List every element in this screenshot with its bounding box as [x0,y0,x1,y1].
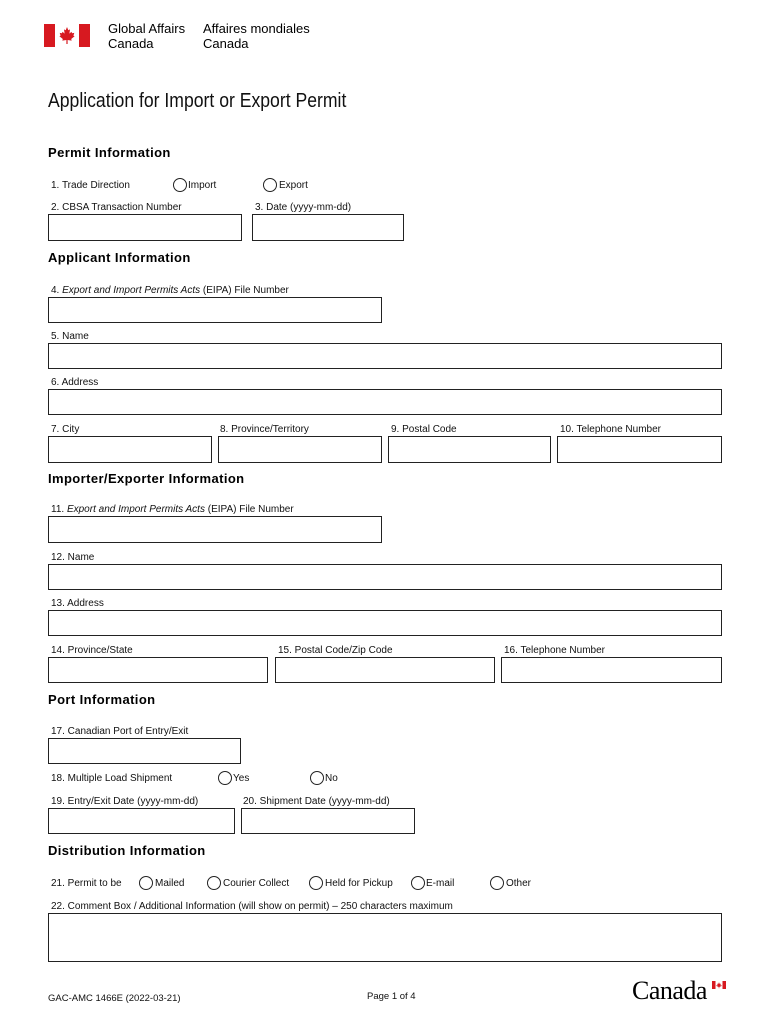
multiple-load-yes-label: Yes [233,773,250,784]
applicant-province-label: 8. Province/Territory [220,424,309,435]
date-field[interactable] [252,214,404,241]
importer-eipa-file-number-label [51,504,294,516]
applicant-province-field[interactable] [218,436,382,463]
department-name-en-line2: Canada [108,36,154,51]
multiple-load-label: 18. Multiple Load Shipment [51,773,173,784]
cbsa-transaction-number-label: 2. CBSA Transaction Number [51,202,182,213]
import-radio[interactable] [173,178,187,192]
applicant-postal-code-label: 9. Postal Code [391,424,457,435]
multiple-load-yes-radio[interactable] [218,771,232,785]
section-applicant-information: Applicant Information [48,250,191,265]
section-port-information: Port Information [48,692,156,707]
importer-eipa-rest: (EIPA) File Number [207,504,294,515]
shipment-date-label: 20. Shipment Date (yyyy-mm-dd) [243,796,390,807]
applicant-eipa-file-number-field[interactable] [48,297,382,323]
export-radio-label: Export [279,180,308,191]
applicant-eipa-rest: (EIPA) File Number [202,285,289,296]
email-radio-label: E-mail [426,878,455,889]
page-number: Page 1 of 4 [367,991,416,1002]
section-distribution-information: Distribution Information [48,843,206,858]
export-radio[interactable] [263,178,277,192]
importer-address-label: 13. Address [51,598,104,609]
department-name-en [108,21,185,51]
importer-province-state-label: 14. Province/State [51,645,133,656]
wordmark-flag-icon [712,976,726,984]
held-for-pickup-radio[interactable] [309,876,323,890]
held-for-pickup-radio-label: Held for Pickup [325,878,393,889]
date-label: 3. Date (yyyy-mm-dd) [255,202,352,213]
applicant-address-label: 6. Address [51,377,99,388]
canada-wordmark-text: Canada [632,976,707,1005]
canada-wordmark [632,976,726,1006]
other-radio[interactable] [490,876,504,890]
canada-flag-icon [44,24,90,47]
applicant-name-field[interactable] [48,343,722,369]
importer-name-label: 12. Name [51,552,95,563]
port-of-entry-label: 17. Canadian Port of Entry/Exit [51,726,189,737]
department-name-fr [203,21,310,51]
importer-address-field[interactable] [48,610,722,636]
entry-exit-date-field[interactable] [48,808,235,834]
form-title: Application for Import or Export Permit [48,90,347,112]
section-importer-exporter-information: Importer/Exporter Information [48,471,245,486]
importer-eipa-file-number-field[interactable] [48,516,382,543]
comment-box-field[interactable] [48,913,722,962]
applicant-eipa-file-number-label [51,285,289,297]
importer-name-field[interactable] [48,564,722,590]
applicant-city-field[interactable] [48,436,212,463]
applicant-postal-code-field[interactable] [388,436,551,463]
comment-box-label: 22. Comment Box / Additional Information (will show on permit) – 250 characters maximum [51,901,453,912]
entry-exit-date-label: 19. Entry/Exit Date (yyyy-mm-dd) [51,796,199,807]
importer-postal-zip-label: 15. Postal Code/Zip Code [278,645,393,656]
multiple-load-no-label: No [325,773,338,784]
shipment-date-field[interactable] [241,808,415,834]
importer-postal-zip-field[interactable] [275,657,495,683]
importer-eipa-number: 11. [51,504,65,515]
department-name-en-line1: Global Affairs [108,21,186,36]
applicant-eipa-act-name: Export and Import Permits Acts [62,285,201,296]
import-radio-label: Import [188,180,217,191]
section-permit-information: Permit Information [48,145,171,160]
importer-telephone-label: 16. Telephone Number [504,645,605,656]
applicant-name-label: 5. Name [51,331,89,342]
trade-direction-label: 1. Trade Direction [51,180,130,191]
email-radio[interactable] [411,876,425,890]
applicant-eipa-number: 4. [51,285,60,296]
courier-collect-radio[interactable] [207,876,221,890]
importer-telephone-field[interactable] [501,657,722,683]
other-radio-label: Other [506,878,532,889]
mailed-radio-label: Mailed [155,878,185,889]
applicant-address-field[interactable] [48,389,722,415]
importer-eipa-act-name: Export and Import Permits Acts [66,504,205,515]
cbsa-transaction-number-field[interactable] [48,214,242,241]
mailed-radio[interactable] [139,876,153,890]
courier-collect-radio-label: Courier Collect [223,878,290,889]
applicant-city-label: 7. City [51,424,80,435]
permit-to-be-label: 21. Permit to be [51,878,122,889]
department-name-fr-line1: Affaires mondiales [203,21,310,36]
port-of-entry-field[interactable] [48,738,241,764]
applicant-telephone-field[interactable] [557,436,722,463]
department-name-fr-line2: Canada [203,36,249,51]
form-identifier: GAC-AMC 1466E (2022-03-21) [48,993,181,1004]
importer-province-state-field[interactable] [48,657,268,683]
multiple-load-no-radio[interactable] [310,771,324,785]
applicant-telephone-label: 10. Telephone Number [560,424,661,435]
